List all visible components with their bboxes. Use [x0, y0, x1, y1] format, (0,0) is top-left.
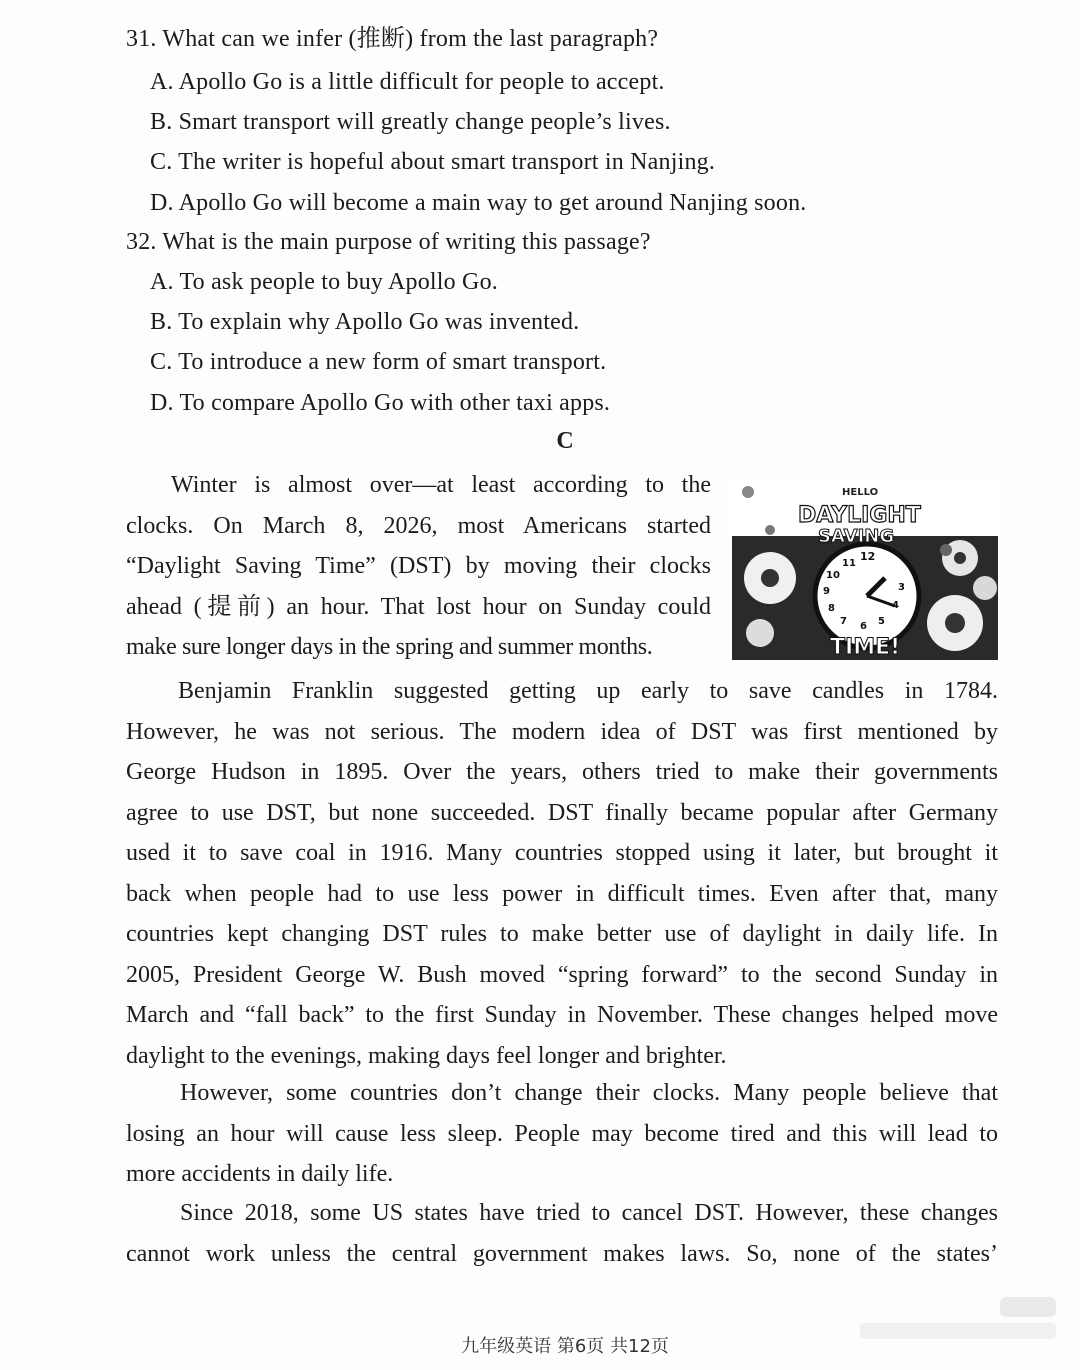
passage-line: Since 2018, some US states have tried to cancel DST. However, these changes	[180, 1200, 998, 1226]
passage-line: Benjamin Franklin suggested getting up early to save candles in 1784.	[178, 678, 998, 704]
daylight-saving-illustration	[730, 478, 998, 660]
svg-text:7: 7	[840, 616, 847, 627]
passage-line: Winter is almost over—at least according to the	[171, 472, 711, 498]
passage-line: daylight to the evenings, making days feel longer and brighter.	[126, 1042, 727, 1069]
question-32-option-a: A. To ask people to buy Apollo Go.	[150, 269, 498, 295]
passage-paragraph-3	[126, 1073, 998, 1195]
passage-paragraph-2	[126, 671, 998, 1076]
passage-line: However, he was not serious. The modern idea of DST was first mentioned by	[126, 718, 998, 745]
passage-line: cannot work unless the central government makes laws. So, none of the states’	[126, 1240, 998, 1267]
svg-text:5: 5	[878, 616, 885, 627]
svg-text:3: 3	[898, 582, 905, 593]
passage-line: back when people had to use less power in difficult times. Even after that, many	[126, 880, 998, 907]
question-32-option-d: D. To compare Apollo Go with other taxi apps.	[150, 390, 611, 416]
passage-line: George Hudson in 1895. Over the years, others tried to make their governments	[126, 759, 998, 785]
question-32-stem: 32. What is the main purpose of writing this passage?	[126, 229, 651, 255]
passage-paragraph-4	[126, 1193, 998, 1274]
figure-title-saving: SAVING	[818, 526, 895, 547]
passage-line: 2005, President George W. Bush moved “spring forward” to the second Sunday in	[126, 961, 998, 988]
passage-line: “Daylight Saving Time” (DST) by moving their clocks	[126, 553, 711, 579]
svg-text:11: 11	[842, 558, 856, 569]
figure-hello-text: HELLO	[842, 487, 879, 498]
question-31-option-b: B. Smart transport will greatly change people’s lives.	[150, 109, 671, 135]
page-footer: 九年级英语 第6页 共12页	[461, 1336, 669, 1357]
passage-line: ahead (提前) an hour. That lost hour on Sunday could	[126, 593, 711, 620]
passage-line: clocks. On March 8, 2026, most Americans started	[126, 512, 711, 539]
figure-title-daylight: DAYLIGHT	[798, 503, 921, 528]
svg-text:9: 9	[823, 586, 830, 597]
svg-text:10: 10	[826, 570, 840, 581]
question-32-option-c: C. To introduce a new form of smart transport.	[150, 349, 607, 375]
question-31-option-d: D. Apollo Go will become a main way to get around Nanjing soon.	[150, 190, 807, 216]
passage-line: agree to use DST, but none succeeded. DST finally became popular after Germany	[126, 799, 998, 826]
question-31-stem: 31. What can we infer (推断) from the last paragraph?	[126, 26, 659, 52]
passage-line: countries kept changing DST rules to make better use of daylight in daily life. In	[126, 921, 998, 947]
passage-line: used it to save coal in 1916. Many countries stopped using it later, but brought it	[126, 840, 998, 866]
passage-line: March and “fall back” to the first Sunday in November. These changes helped move	[126, 1002, 998, 1028]
question-31-option-a: A. Apollo Go is a little difficult for people to accept.	[150, 69, 665, 95]
svg-text:6: 6	[860, 621, 867, 632]
figure-title-time: TIME!	[830, 635, 901, 660]
question-32-option-b: B. To explain why Apollo Go was invented.	[150, 309, 580, 335]
clock-icon	[815, 544, 919, 648]
section-heading: C	[556, 428, 574, 454]
passage-line: more accidents in daily life.	[126, 1161, 394, 1187]
passage-line: make sure longer days in the spring and summer months.	[126, 634, 653, 660]
svg-text:4: 4	[892, 600, 899, 611]
passage-paragraph-1	[126, 465, 711, 668]
question-31-option-c: C. The writer is hopeful about smart transport in Nanjing.	[150, 149, 716, 175]
svg-text:12: 12	[860, 550, 876, 563]
passage-line: losing an hour will cause less sleep. People may become tired and this will lead to	[126, 1120, 998, 1147]
svg-text:8: 8	[828, 603, 835, 614]
passage-line: However, some countries don’t change their clocks. Many people believe that	[180, 1080, 998, 1106]
